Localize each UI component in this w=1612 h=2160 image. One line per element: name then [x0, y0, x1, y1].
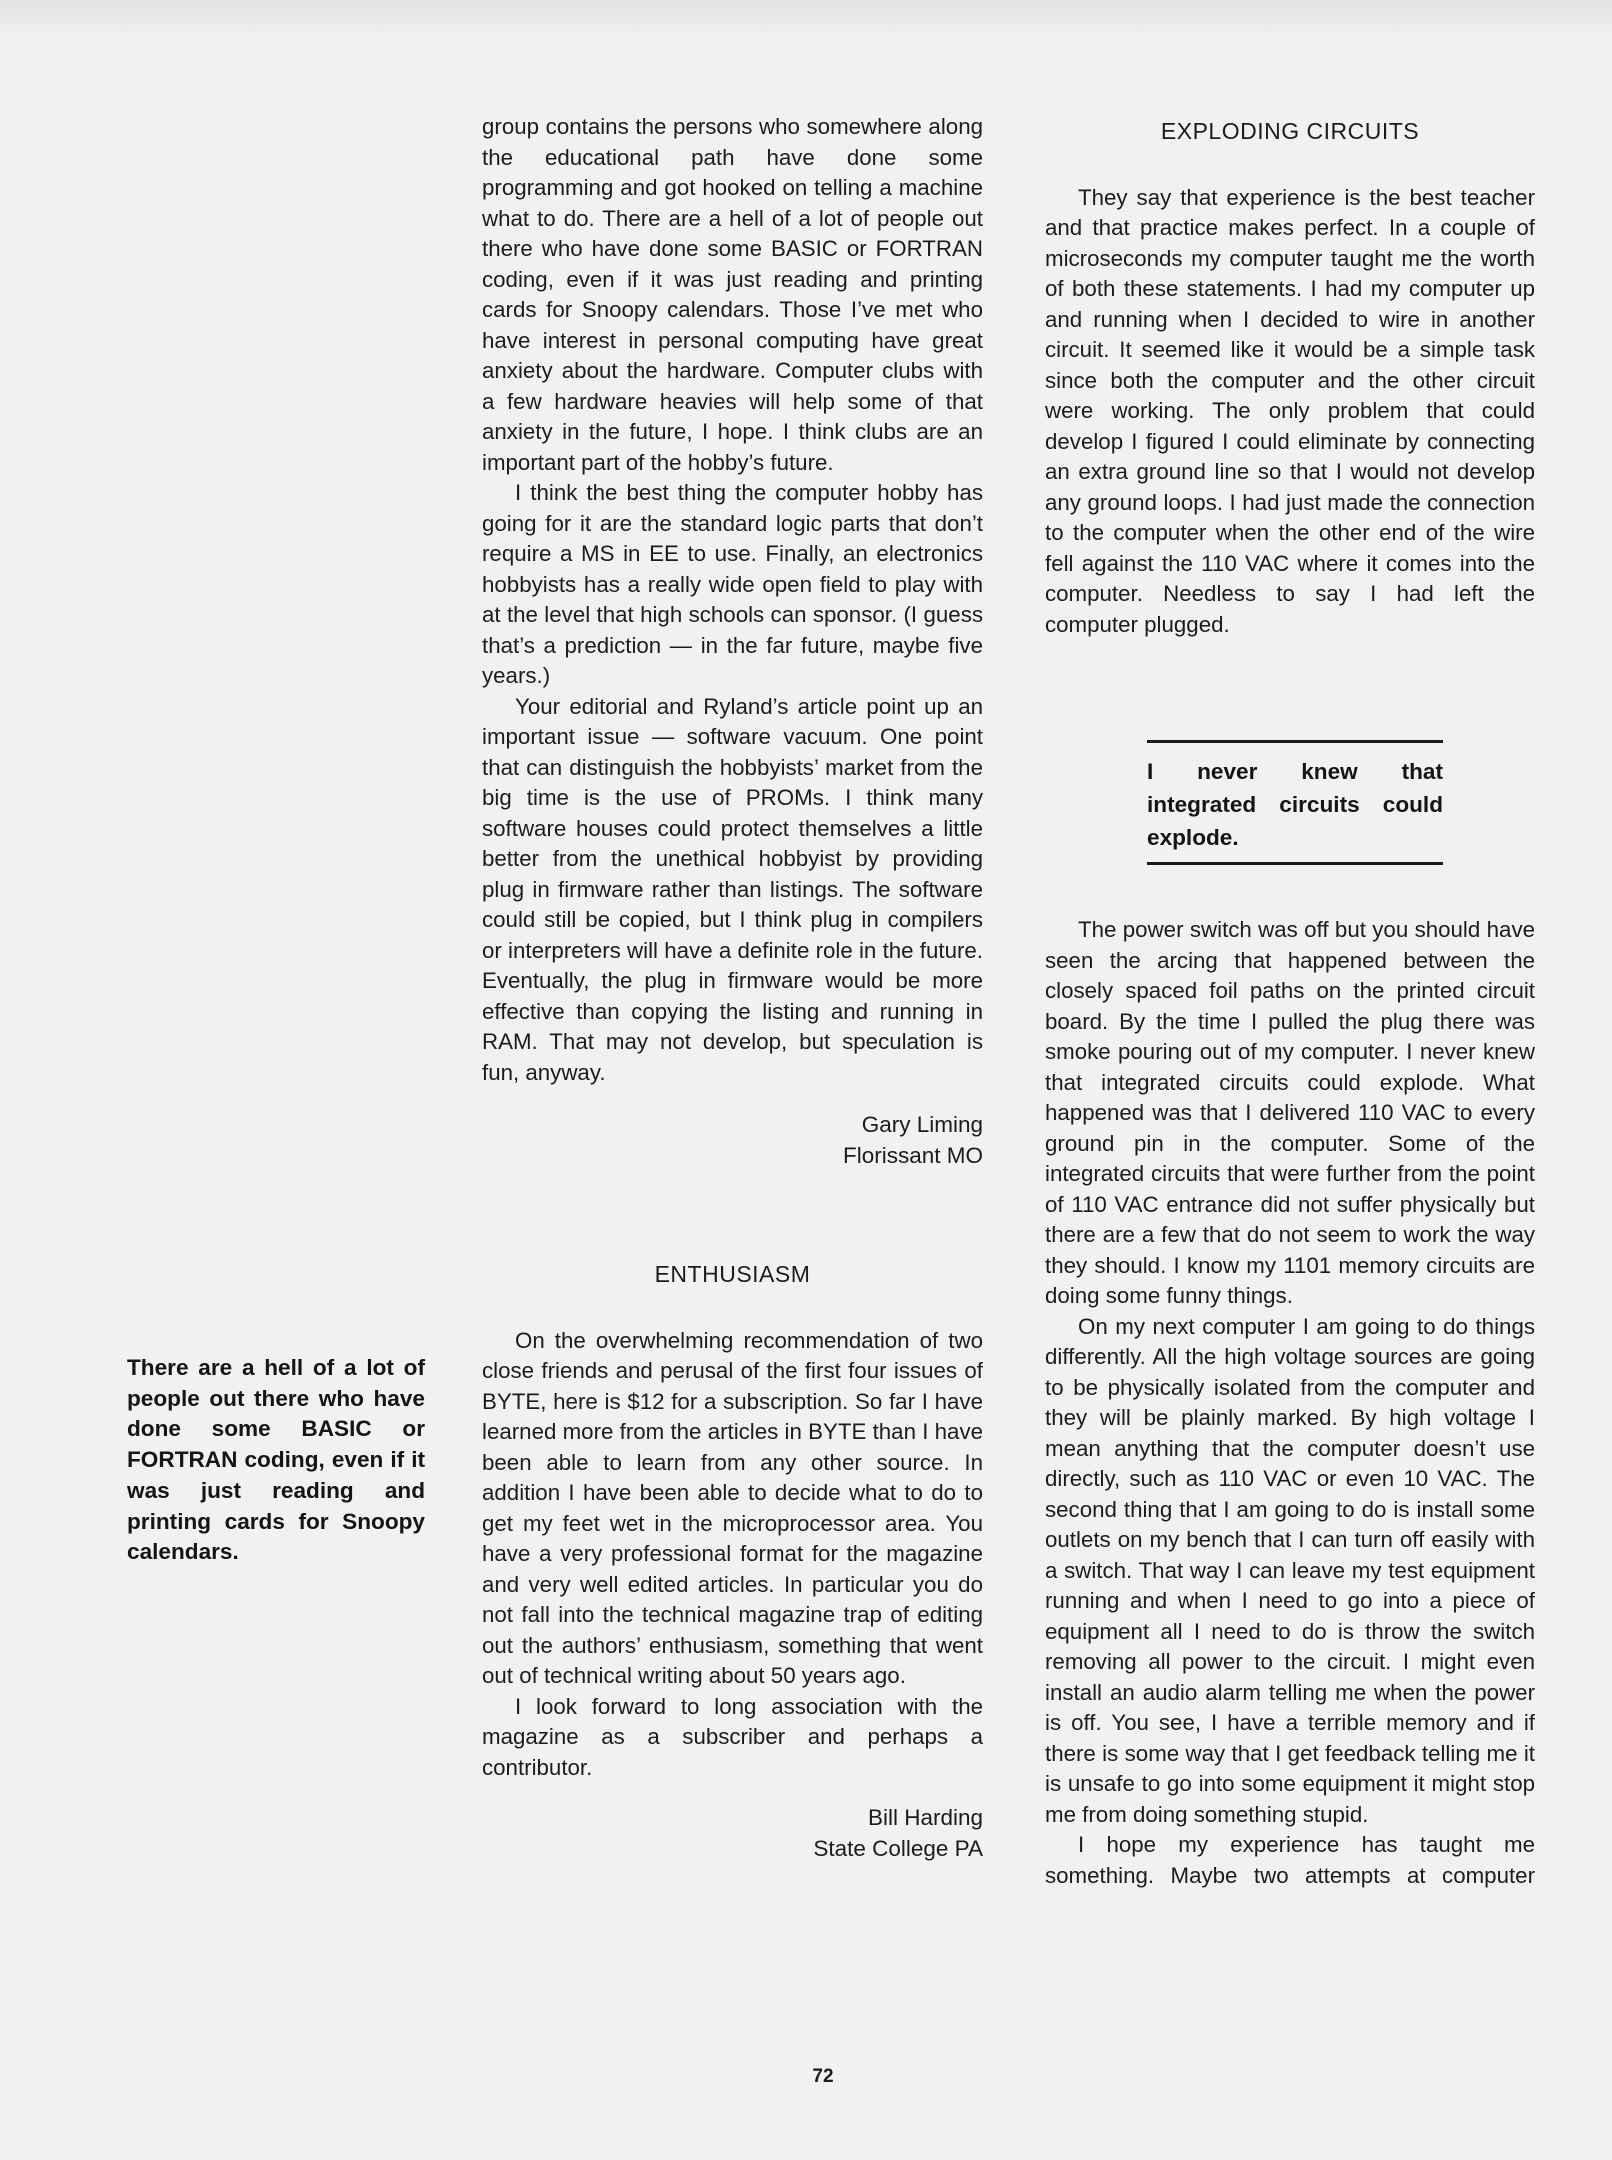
pull-quote-box — [1147, 740, 1443, 865]
page-top-shading — [0, 0, 1612, 40]
signature-name: Bill Harding — [867, 1805, 983, 1830]
exploding-paragraph-2: The power switch was off but you should have seen the arcing that happened between the closely spaced foil paths on the printed circuit board. By the time I pulled the plug there was smoke pouring out of my computer. I never knew that integrated circuits could explode. What happened was that I delivered 110 VAC to every ground pin in the computer. Some of the integrated circuits that were further from the point of 110 VAC entrance did not suffer physically but there are a few that do not seem to work the way they should. I know my 1101 memory circuits are doing some funny things. — [1045, 917, 1535, 1308]
exploding-paragraph-1: They say that experience is the best teacher and that practice makes perfect. In a couple of microseconds my computer taught me the worth of both these statements. I had my computer up and running when I decided to wire in another circuit. It seemed like it would be a simple task since both the computer and the other circuit were working. The only problem that could develop I figured I could eliminate by connecting an extra ground line so that I would not develop any ground loops. I had just made the connection to the computer when the other end of the wire fell against the 110 VAC where it comes into the computer. Needless to say I had left the computer plugged. — [1045, 184, 1535, 637]
signature-location: Florissant MO — [842, 1142, 983, 1168]
signature-location: State College PA — [813, 1835, 983, 1861]
signature-name: Gary Liming — [861, 1112, 983, 1137]
liming-paragraph-1: group contains the persons who somewhere along the educational path have done some programming and got hooked on telling a machine what to do. There are a hell of a lot of people out there who have done some BASIC or FORTRAN coding, even if it was just reading and printing cards for Snoopy calendars. Those I’ve met who have interest in personal computing have great anxiety about the hardware. Computer clubs with a few hardware heavies will help some of that anxiety in the future, I hope. I think clubs are an important part of the hobby’s future. — [482, 114, 983, 475]
right-column — [1045, 112, 1535, 640]
enthusiasm-paragraph-2: I look forward to long association with the magazine as a subscriber and perhaps a contributor. — [482, 1693, 983, 1780]
harding-signature — [482, 1803, 983, 1864]
page-number: 72 — [812, 2066, 834, 2087]
right-column-continued — [1045, 915, 1535, 1891]
pull-quote-text: I never knew that integrated circuits could explode. — [1147, 759, 1443, 850]
exploding-paragraph-3: On my next computer I am going to do things differently. All the high voltage sources are going to be physically isolated from the computer and they will be plainly marked. By high voltage I mean anything that the computer doesn’t use directly, such as 110 VAC or even 10 VAC. The second thing that I am going to do is install some outlets on my bench that I can turn off easily with a switch. That way I can leave my test equipment running and when I need to go into a piece of equipment all I need to do is throw the switch removing all power to the circuit. I might even install an audio alarm telling me when the power is off. You see, I have a terrible memory and if there is some way that I get feedback telling me it is unsafe to go into some equipment it might stop me from doing something stupid. — [1045, 1313, 1535, 1827]
sidebar-pull-quote: There are a hell of a lot of people out there who have done some BASIC or FORTRAN coding, even if it was just reading and printing cards for Snoopy calendars. — [127, 1355, 425, 1565]
enthusiasm-heading: ENTHUSIASM — [654, 1261, 811, 1287]
exploding-circuits-heading: EXPLODING CIRCUITS — [1160, 118, 1420, 144]
liming-signature — [482, 1110, 983, 1171]
exploding-paragraph-4: I hope my experience has taught me something. Maybe two attempts at computer — [1045, 1832, 1535, 1888]
liming-paragraph-2: I think the best thing the computer hobby has going for it are the standard logic parts that don’t require a MS in EE to use. Finally, an electronics hobbyists has a really wide open field to play with at the level that high schools can sponsor. (I guess that’s a prediction — in the far future, maybe five years.) — [482, 480, 983, 688]
liming-paragraph-3: Your editorial and Ryland’s article point up an important issue — software vacuum. One point that can distinguish the hobbyists’ market from the big time is the use of PROMs. I think many software houses could protect themselves a little better from the unethical hobbyist by providing plug in firmware rather than listings. The software could still be copied, but I think plug in compilers or interpreters will have a definite role in the future. Eventually, the plug in firmware would be more effective than copying the listing and running in RAM. That may not develop, but speculation is fun, anyway. — [482, 693, 983, 1085]
pull-quote-bottom-rule — [1147, 862, 1443, 865]
enthusiasm-paragraph-1: On the overwhelming recommendation of two close friends and perusal of the first four issues of BYTE, here is $12 for a subscription. So far I have learned more from the articles in BYTE than I have been able to learn from any other source. In addition I have been able to decide what to do to get my feet wet in the microprocessor area. You have a very professional format for the magazine and very well edited articles. In particular you do not fall into the technical magazine trap of editing out the authors’ enthusiasm, something that went out of technical writing about 50 years ago. — [482, 1327, 983, 1688]
middle-column — [482, 112, 983, 1864]
